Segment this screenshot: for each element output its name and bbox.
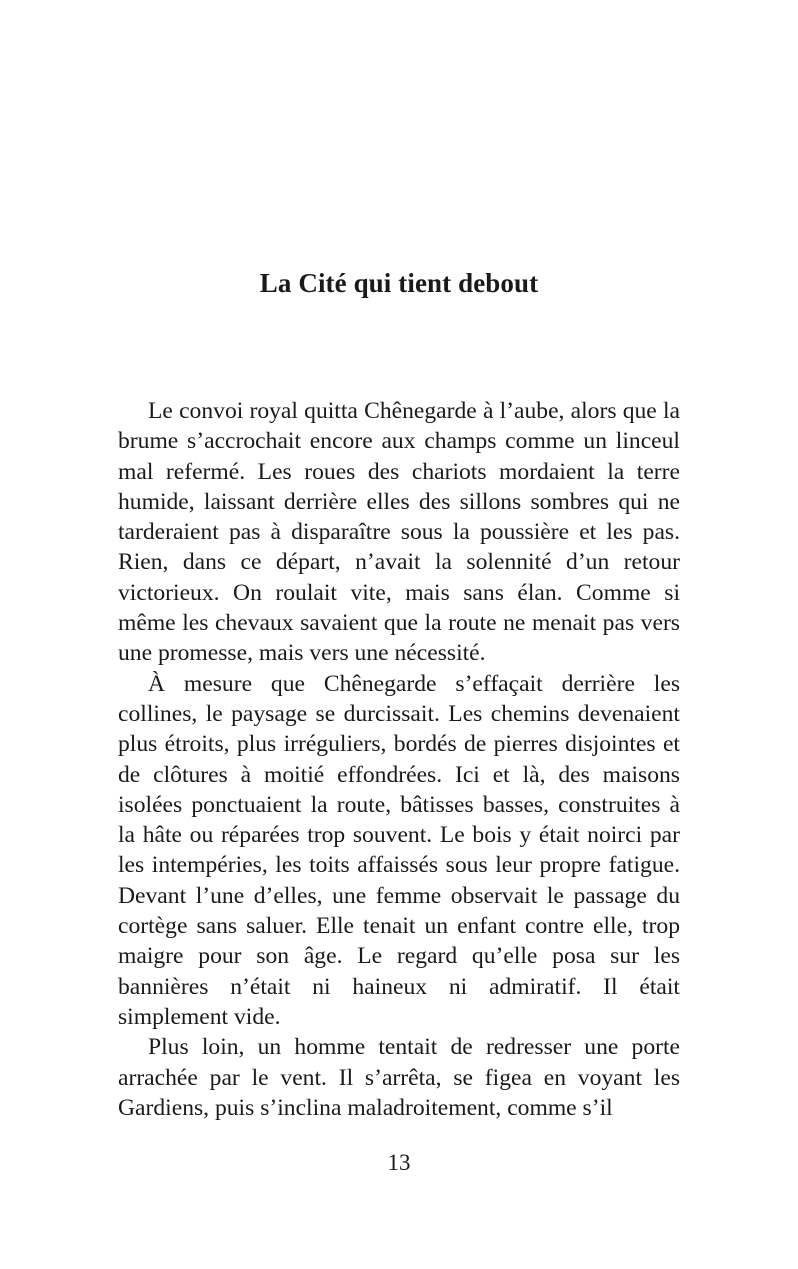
chapter-title: La Cité qui tient debout	[259, 268, 539, 298]
paragraph: Plus loin, un homme tentait de redresser une porte arrachée par le vent. Il s’arrêta, se figea en voyant les Gardiens, puis s’inclina maladroitement, comme s’il	[118, 1034, 680, 1121]
body-text	[118, 396, 680, 1123]
paragraph: À mesure que Chênegarde s’effaçait derrière les collines, le paysage se durcissait. Les chemins devenaient plus étroits, plus irréguliers, bordés de pierres disjointes et de clôtures à moitié effondrées. Ici et là, des maisons isolées ponctuaient la route, bâtisses basses, construites à la hâte ou réparées trop souvent. Le bois y était noirci par les intempéries, les toits affaissés sous leur propre fatigue. Devant l’une d’elles, une femme observait le passage du cortège sans saluer. Elle tenait un enfant contre elle, trop maigre pour son âge. Le regard qu’elle posa sur les bannières n’était ni haineux ni admiratif. Il était simplement vide.	[118, 670, 680, 1030]
page-number: 13	[387, 1150, 411, 1175]
paragraph: Le convoi royal quitta Chênegarde à l’aube, alors que la brume s’accrochait encore aux champs comme un linceul mal refermé. Les roues des chariots mordaient la terre humide, laissant derrière elles des sillons sombres qui ne tarderaient pas à disparaître sous la poussière et les pas. Rien, dans ce départ, n’avait la solennité d’un retour victorieux. On roulait vite, mais sans élan. Comme si même les chevaux savaient que la route ne menait pas vers une promesse, mais vers une nécessité.	[118, 398, 680, 667]
